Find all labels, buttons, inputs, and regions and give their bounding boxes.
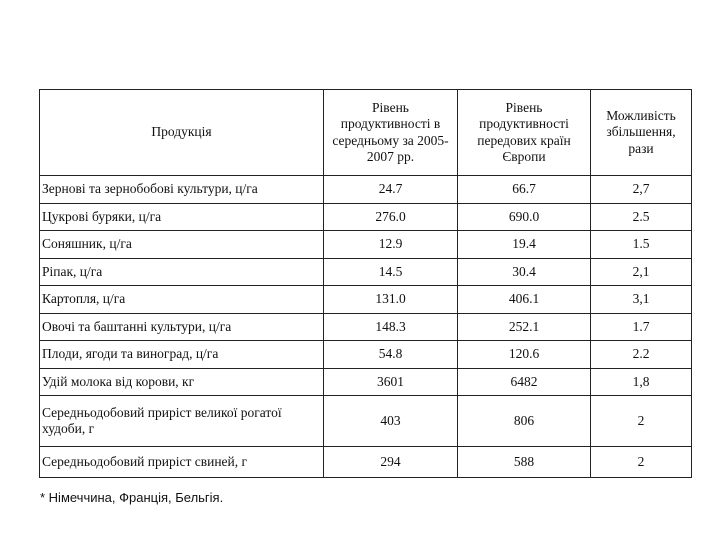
row-average-cell: 148.3	[324, 313, 458, 341]
row-increase-cell: 2,1	[591, 258, 692, 286]
table-row	[40, 368, 692, 396]
row-increase-cell: 2	[591, 396, 692, 447]
row-europe-cell: 406.1	[458, 286, 591, 314]
productivity-table	[39, 89, 692, 478]
row-increase-cell: 1.5	[591, 231, 692, 259]
table-row	[40, 341, 692, 369]
row-europe-cell: 30.4	[458, 258, 591, 286]
table-row	[40, 176, 692, 204]
row-increase-cell: 2.2	[591, 341, 692, 369]
row-europe-cell: 588	[458, 447, 591, 478]
row-increase-cell: 1.7	[591, 313, 692, 341]
row-product-cell: Середньодобовий приріст великої рогатої худоби, г	[40, 396, 324, 447]
row-product-cell: Середньодобовий приріст свиней, г	[40, 447, 324, 478]
row-europe-cell: 19.4	[458, 231, 591, 259]
row-increase-cell: 2,7	[591, 176, 692, 204]
row-average-cell: 294	[324, 447, 458, 478]
row-europe-cell: 66.7	[458, 176, 591, 204]
row-product-cell: Цукрові буряки, ц/га	[40, 203, 324, 231]
header-increase-potential: Можливість збільшення, рази	[591, 90, 692, 176]
row-europe-cell: 806	[458, 396, 591, 447]
row-average-cell: 14.5	[324, 258, 458, 286]
row-average-cell: 3601	[324, 368, 458, 396]
table-row	[40, 313, 692, 341]
row-product-cell: Соняшник, ц/га	[40, 231, 324, 259]
header-product: Продукція	[40, 90, 324, 176]
table-row	[40, 396, 692, 447]
row-increase-cell: 2	[591, 447, 692, 478]
row-europe-cell: 6482	[458, 368, 591, 396]
row-product-cell: Овочі та баштанні культури, ц/га	[40, 313, 324, 341]
footnote: * Німеччина, Франція, Бельгія.	[40, 490, 224, 505]
table-row	[40, 258, 692, 286]
table-row	[40, 447, 692, 478]
row-average-cell: 276.0	[324, 203, 458, 231]
row-increase-cell: 3,1	[591, 286, 692, 314]
table-row	[40, 286, 692, 314]
row-europe-cell: 690.0	[458, 203, 591, 231]
row-average-cell: 403	[324, 396, 458, 447]
row-average-cell: 131.0	[324, 286, 458, 314]
row-average-cell: 54.8	[324, 341, 458, 369]
row-europe-cell: 120.6	[458, 341, 591, 369]
row-product-cell: Зернові та зернобобові культури, ц/га	[40, 176, 324, 204]
row-product-cell: Ріпак, ц/га	[40, 258, 324, 286]
row-product-cell: Картопля, ц/га	[40, 286, 324, 314]
table-header-row	[40, 90, 692, 176]
header-average-productivity: Рівень продуктивності в середньому за 2005-2007 рр.	[324, 90, 458, 176]
row-europe-cell: 252.1	[458, 313, 591, 341]
table-row	[40, 231, 692, 259]
row-increase-cell: 2.5	[591, 203, 692, 231]
row-product-cell: Плоди, ягоди та виноград, ц/га	[40, 341, 324, 369]
row-average-cell: 24.7	[324, 176, 458, 204]
table-row	[40, 203, 692, 231]
row-product-cell: Удій молока від корови, кг	[40, 368, 324, 396]
row-average-cell: 12.9	[324, 231, 458, 259]
row-increase-cell: 1,8	[591, 368, 692, 396]
header-europe-productivity: Рівень продуктивності передових країн Європи	[458, 90, 591, 176]
